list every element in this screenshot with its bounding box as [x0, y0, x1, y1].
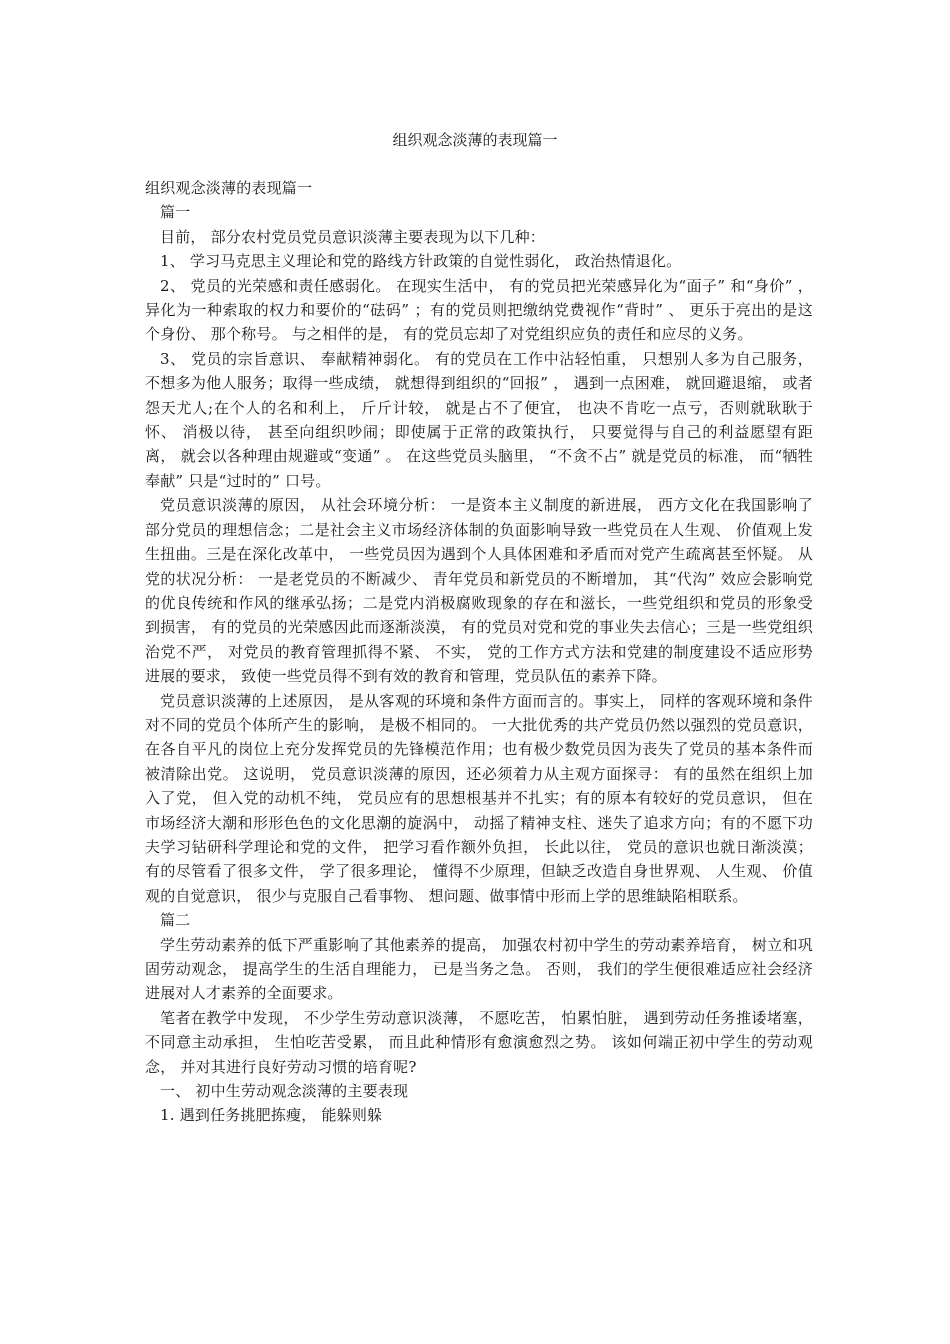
subheading: 一、 初中生劳动观念淡薄的主要表现 [160, 1082, 409, 1101]
paragraph: 目前， 部分农村党员党员意识淡薄主要表现为以下几种： [160, 227, 545, 246]
paragraph: 党员意识淡薄的原因， 从社会环境分析： 一是资本主义制度的新进展， 西方文化在我国影响了部分党员的理想信念；二是社会主义市场经济体制的负面影响导致一些党员在人生观、 价值观上发生扭曲。三是在深化改革中， 一些党员因为遇到个人具体困难和矛盾而对党产生疏离甚至怀疑。 从党的状况分析： 一是老党员的不断减少、 青年党员和新党员的不断增加， 其“代沟” 效应会影响党的优良传统和作风的继承弘扬；二是党内消极腐败现象的存在和滋长，一些党组织和党员的形象受到损害， 有的党员的光荣感因此而逐渐淡漠， 有的党员对党和党的事业失去信心；三是一些党组织治党不严， 对党员的教育管理抓得不紧、 不实， 党的工作方式方法和党建的制度建设不适应形势进展的要求， 致使一些党员得不到有效的教育和管理，党员队伍的素养下降。 [145, 496, 813, 686]
paragraph: 党员意识淡薄的上述原因， 是从客观的环境和条件方面而言的。事实上， 同样的客观环境和条件对不同的党员个体所产生的影响， 是极不相同的。 一大批优秀的共产党员仍然以强烈的党员意识， 在各自平凡的岗位上充分发挥党员的先锋模范作用；也有极少数党员因为丧失了党员的基本条件而被清除出党。 这说明， 党员意识淡薄的原因，还必须着力从主观方面探寻： 有的虽然在组织上加入了党， 但入党的动机不纯， 党员应有的思想根基并不扎实；有的原本有较好的党员意识， 但在市场经济大潮和形形色色的文化思潮的旋涡中， 动摇了精神支柱、迷失了追求方向；有的不愿下功夫学习钻研科学理论和党的文件， 把学习看作额外负担， 长此以往， 党员的意识也就日渐淡漠；有的尽管看了很多文件， 学了很多理论， 懂得不少原理，但缺乏改造自身世界观、 人生观、 价值观的自觉意识， 很少与克服自己看事物、 想问题、做事情中形而上学的思维缺陷相联系。 [145, 691, 813, 905]
paragraph: 笔者在教学中发现， 不少学生劳动意识淡薄， 不愿吃苦， 怕累怕脏， 遇到劳动任务推诿堵塞， 不同意主动承担， 生怕吃苦受累， 而且此种情形有愈演愈烈之势。 该如何端正初中学生的劳动观念， 并对其进行良好劳动习惯的培育呢? [145, 1008, 813, 1076]
paragraph: 学生劳动素养的低下严重影响了其他素养的提高， 加强农村初中学生的劳动素养培育， 树立和巩固劳动观念， 提高学生的生活自理能力， 已是当务之急。 否则， 我们的学生便很难适应社会经济进展对人才素养的全面要求。 [145, 935, 813, 1003]
subsection-label-2: 篇二 [160, 911, 191, 930]
list-item: 1. 遇到任务挑肥拣瘦， 能躲则躲 [160, 1106, 383, 1125]
section-heading: 组织观念淡薄的表现篇一 [145, 179, 313, 197]
document-body [145, 176, 813, 1128]
document-title: 组织观念淡薄的表现篇一 [392, 131, 558, 149]
paragraph: 1、 学习马克思主义理论和党的路线方针政策的自觉性弱化， 政治热情退化。 [160, 252, 682, 271]
paragraph: 2、 党员的光荣感和责任感弱化。 在现实生活中， 有的党员把光荣感异化为“面子” 和“身价” ， 异化为一种索取的权力和要价的“砝码” ；有的党员则把缴纳党费视作“背时” 、 更乐于亮出的是这个身份、 那个称号。 与之相伴的是， 有的党员忘却了对党组织应负的责任和应尽的义务。 [145, 276, 813, 344]
subsection-label-1: 篇一 [160, 203, 191, 222]
paragraph: 3、 党员的宗旨意识、 奉献精神弱化。 有的党员在工作中沾轻怕重， 只想别人多为自己服务， 不想多为他人服务；取得一些成绩， 就想得到组织的“回报” ， 遇到一点困难， 就回避退缩， 或者怨天尤人;在个人的名和利上， 斤斤计较， 就是占不了便宜， 也决不肯吃一点亏，否则就耿耿于怀、 消极以待， 甚至向组织吵闹；即使属于正常的政策执行， 只要觉得与自己的利益愿望有距离， 就会以各种理由规避或“变通” 。 在这些党员头脑里， “不贪不占” 就是党员的标准， 而“牺牲奉献” 只是“过时的” 口号。 [145, 349, 813, 490]
